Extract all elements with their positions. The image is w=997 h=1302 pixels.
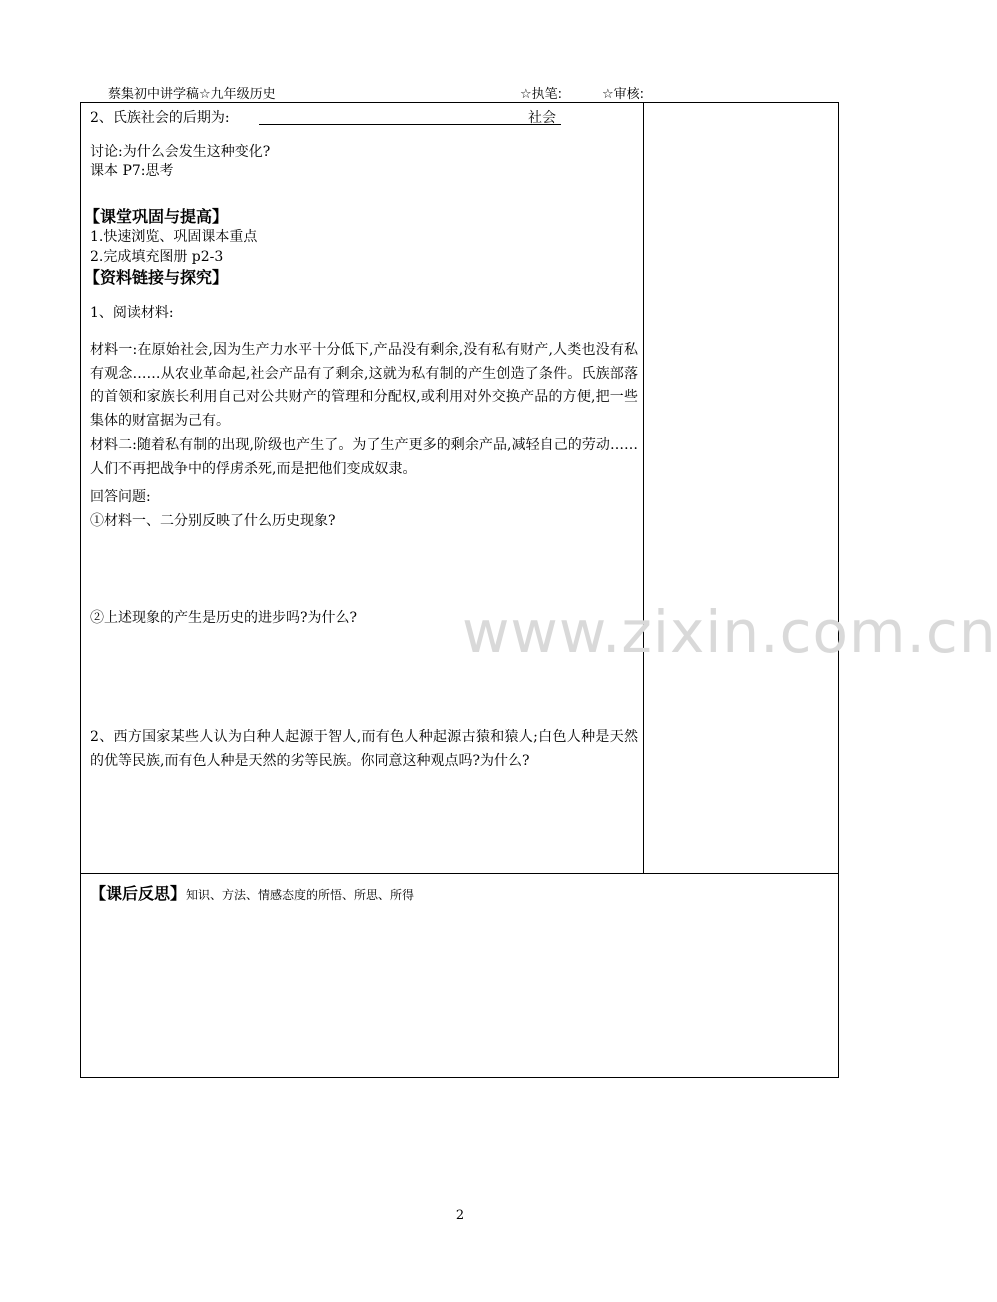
row-divider: [81, 873, 838, 874]
textbook-reference: 课本 P7:思考: [90, 163, 174, 179]
consolidate-item-1: 1.快速浏览、巩固课本重点: [90, 229, 258, 245]
consolidate-section-title: 【课堂巩固与提高】: [84, 207, 229, 226]
item-2-question: 2、西方国家某些人认为白种人起源于智人,而有色人种起源古猿和猿人;白色人种是天然的优等民族,而有色人种是天然的劣等民族。你同意这种观点吗?为什么?: [90, 729, 638, 769]
lesson-table: [80, 102, 839, 1078]
question-2-suffix: 社会: [528, 110, 556, 126]
column-divider: [643, 103, 644, 873]
question-2: ②上述现象的产生是历史的进步吗?为什么?: [90, 610, 358, 626]
reflection-heading: [90, 883, 414, 905]
page-number: 2: [455, 1208, 465, 1223]
discussion-prompt: 讨论:为什么会发生这种变化?: [90, 144, 271, 160]
watermark-text: www.zixin.com.cn: [462, 598, 997, 666]
question-2-prefix: 2、氏族社会的后期为:: [90, 110, 230, 126]
reflection-subtitle: 知识、方法、情感态度的所悟、所思、所得: [186, 888, 415, 902]
read-material-label: 1、阅读材料:: [90, 305, 174, 321]
writer-label: ☆执笔:: [520, 87, 563, 102]
material-1: 材料一:在原始社会,因为生产力水平十分低下,产品没有剩余,没有私有财产,人类也没有私有观念……从农业革命起,社会产品有了剩余,这就为私有制的产生创造了条件。氏族部落的首领和家族长利用自己对公共财产的管理和分配权,或利用对外交换产品的方便,把一些集体的财富据为己有。: [90, 342, 638, 429]
material-2: 材料二:随着私有制的出现,阶级也产生了。为了生产更多的剩余产品,减轻自己的劳动……人们不再把战争中的俘虏杀死,而是把他们变成奴隶。: [90, 437, 638, 477]
answer-questions-label: 回答问题:: [90, 489, 151, 505]
school-course-title: 蔡集初中讲学稿☆九年级历史: [108, 87, 276, 102]
fill-in-blank-line: [259, 124, 561, 125]
reflection-title: 【课后反思】: [90, 884, 187, 903]
consolidate-item-2: 2.完成填充图册 p2-3: [90, 249, 224, 265]
reviewer-label: ☆审核:: [602, 87, 645, 102]
question-1: ①材料一、二分别反映了什么历史现象?: [90, 513, 336, 529]
resource-section-title: 【资料链接与探究】: [84, 268, 229, 287]
